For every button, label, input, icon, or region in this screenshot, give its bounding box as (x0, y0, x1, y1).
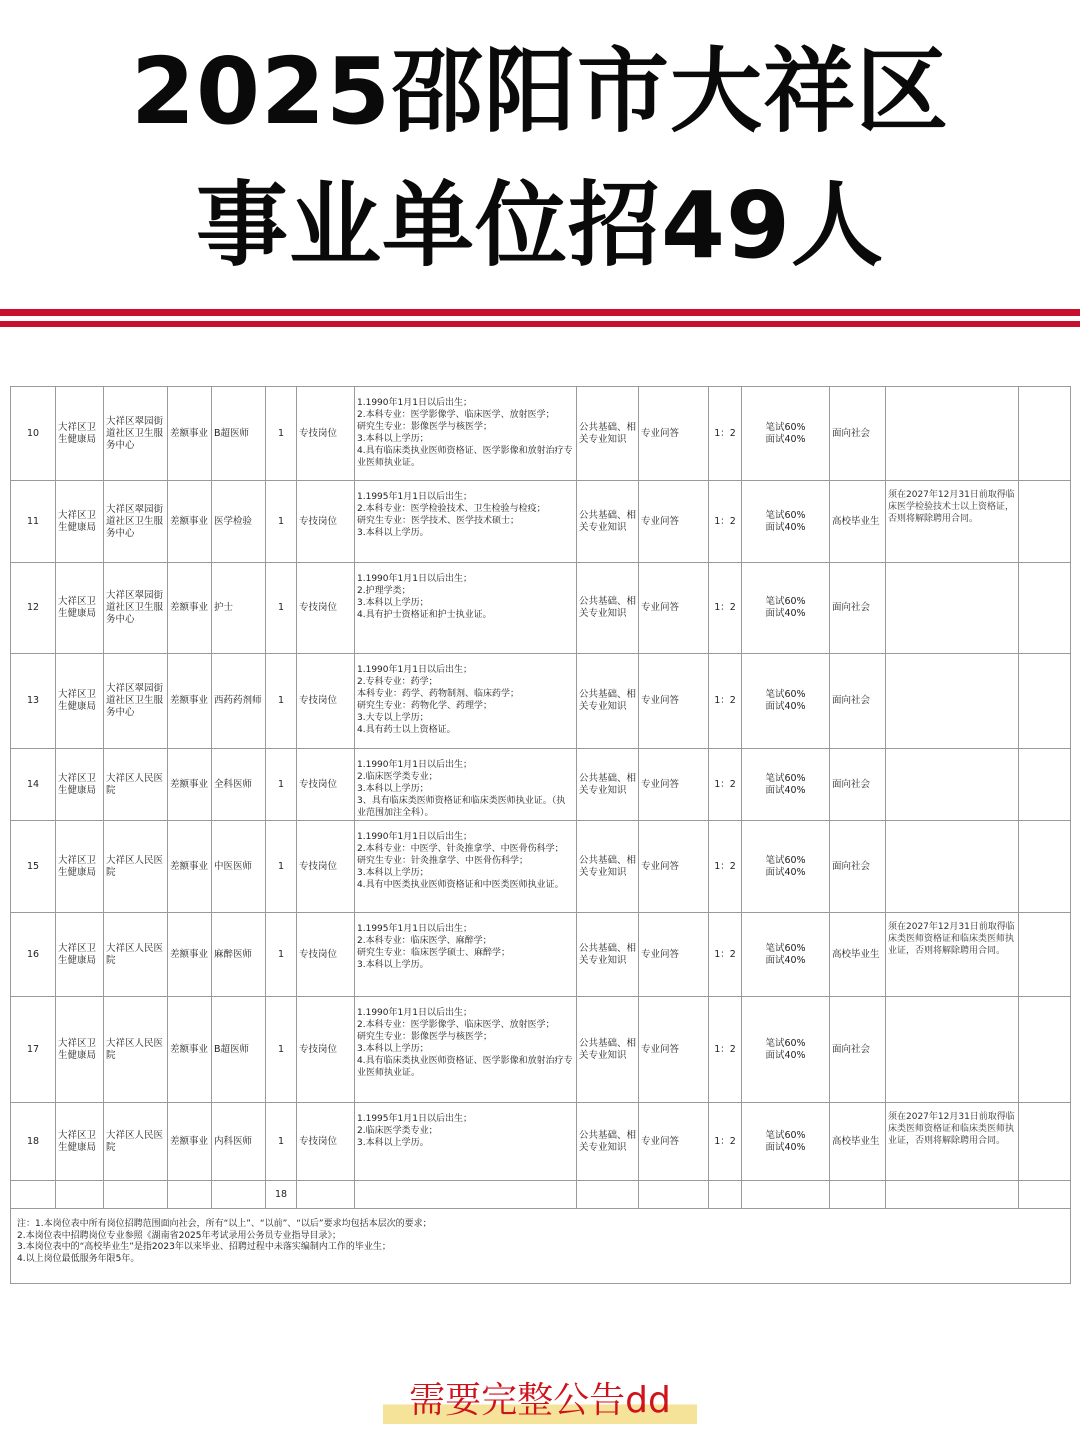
post-name-cell: 内科医师 (212, 1103, 266, 1181)
written-exam-cell: 公共基础、相关专业知识 (577, 481, 639, 563)
target-group-cell: 高校毕业生 (830, 1103, 886, 1181)
empty-cell (742, 1181, 830, 1209)
title-line-1: 2025邵阳市大祥区 (130, 38, 950, 145)
post-category-cell: 专技岗位 (297, 387, 355, 481)
table-row (11, 481, 1071, 563)
remarks-cell (886, 821, 1019, 913)
written-exam-cell: 公共基础、相关专业知识 (577, 654, 639, 749)
empty-cell (11, 1181, 56, 1209)
ratio-cell: 1：2 (709, 1103, 742, 1181)
department-cell: 大祥区卫生健康局 (56, 387, 104, 481)
score-weight-cell: 笔试60% 面试40% (742, 749, 830, 821)
written-exam-cell: 公共基础、相关专业知识 (577, 913, 639, 997)
post-name-cell: 护士 (212, 563, 266, 654)
remarks-cell: 须在2027年12月31日前取得临床医学检验技术士以上资格证，否则将解除聘用合同。 (886, 481, 1019, 563)
interview-cell: 专业问答 (639, 997, 709, 1103)
post-category-cell: 专技岗位 (297, 997, 355, 1103)
empty-cell (168, 1181, 212, 1209)
table-row (11, 387, 1071, 481)
department-cell: 大祥区卫生健康局 (56, 1103, 104, 1181)
interview-cell: 专业问答 (639, 913, 709, 997)
ratio-cell: 1：2 (709, 749, 742, 821)
post-category-cell: 专技岗位 (297, 1103, 355, 1181)
target-group-cell: 面向社会 (830, 997, 886, 1103)
table-row (11, 563, 1071, 654)
requirements-cell: 1.1990年1月1日以后出生； 2.本科专业：医学影像学、临床医学、放射医学； 研究生专业：影像医学与核医学； 3.本科以上学历； 4.具有临床类执业医师资格证、医学影像和放射治疗专业医师执业证。 (355, 387, 577, 481)
unit-type-cell: 差额事业 (168, 387, 212, 481)
interview-cell: 专业问答 (639, 387, 709, 481)
target-group-cell: 面向社会 (830, 749, 886, 821)
post-category-cell: 专技岗位 (297, 481, 355, 563)
empty-cell (1019, 997, 1071, 1103)
remarks-cell (886, 654, 1019, 749)
unit-type-cell: 差额事业 (168, 481, 212, 563)
score-weight-cell: 笔试60% 面试40% (742, 1103, 830, 1181)
remarks-cell (886, 387, 1019, 481)
remarks-cell (886, 749, 1019, 821)
target-group-cell: 面向社会 (830, 654, 886, 749)
unit-type-cell: 差额事业 (168, 1103, 212, 1181)
interview-cell: 专业问答 (639, 821, 709, 913)
unit-type-cell: 差额事业 (168, 913, 212, 997)
score-weight-cell: 笔试60% 面试40% (742, 481, 830, 563)
row-number: 13 (11, 654, 56, 749)
requirements-cell: 1.1990年1月1日以后出生； 2.临床医学类专业； 3.本科以上学历； 3、具有临床类医师资格证和临床类医师执业证。（执业范围加注全科）。 (355, 749, 577, 821)
interview-cell: 专业问答 (639, 563, 709, 654)
table-row (11, 1103, 1071, 1181)
job-table (10, 386, 1071, 1284)
written-exam-cell: 公共基础、相关专业知识 (577, 1103, 639, 1181)
interview-cell: 专业问答 (639, 1103, 709, 1181)
hiring-count-cell: 1 (266, 821, 297, 913)
row-number: 12 (11, 563, 56, 654)
requirements-cell: 1.1990年1月1日以后出生； 2.本科专业：中医学、针灸推拿学、中医骨伤科学； 研究生专业：针灸推拿学、中医骨伤科学； 3.本科以上学历； 4.具有中医类执业医师资格证和中医类医师执业证。 (355, 821, 577, 913)
row-number: 11 (11, 481, 56, 563)
score-weight-cell: 笔试60% 面试40% (742, 654, 830, 749)
post-name-cell: 医学检验 (212, 481, 266, 563)
unit-cell: 大祥区翠园街道社区卫生服务中心 (104, 387, 168, 481)
post-category-cell: 专技岗位 (297, 654, 355, 749)
total-row (11, 1181, 1071, 1209)
written-exam-cell: 公共基础、相关专业知识 (577, 387, 639, 481)
department-cell: 大祥区卫生健康局 (56, 749, 104, 821)
table-row (11, 654, 1071, 749)
department-cell: 大祥区卫生健康局 (56, 997, 104, 1103)
ratio-cell: 1：2 (709, 654, 742, 749)
notes-row (11, 1209, 1071, 1284)
empty-cell (1019, 913, 1071, 997)
row-number: 15 (11, 821, 56, 913)
post-name-cell: 西药药剂师 (212, 654, 266, 749)
post-name-cell: 麻醉医师 (212, 913, 266, 997)
post-name-cell: 中医医师 (212, 821, 266, 913)
job-table-body (11, 387, 1071, 1284)
requirements-cell: 1.1995年1月1日以后出生； 2.临床医学类专业； 3.本科以上学历。 (355, 1103, 577, 1181)
post-category-cell: 专技岗位 (297, 913, 355, 997)
table-row (11, 821, 1071, 913)
target-group-cell: 面向社会 (830, 821, 886, 913)
post-name-cell: 全科医师 (212, 749, 266, 821)
post-category-cell: 专技岗位 (297, 749, 355, 821)
department-cell: 大祥区卫生健康局 (56, 563, 104, 654)
requirements-cell: 1.1990年1月1日以后出生； 2.本科专业：医学影像学、临床医学、放射医学； 研究生专业：影像医学与核医学； 3.本科以上学历； 4.具有临床类执业医师资格证、医学影像和放射治疗专业医师执业证。 (355, 997, 577, 1103)
empty-cell (297, 1181, 355, 1209)
hiring-count-cell: 1 (266, 1103, 297, 1181)
requirements-cell: 1.1995年1月1日以后出生； 2.本科专业：医学检验技术、卫生检验与检疫； 研究生专业：医学技术、医学技术硕士； 3.本科以上学历。 (355, 481, 577, 563)
unit-cell: 大祥区翠园街道社区卫生服务中心 (104, 481, 168, 563)
table-row (11, 913, 1071, 997)
empty-cell (1019, 749, 1071, 821)
unit-type-cell: 差额事业 (168, 749, 212, 821)
ratio-cell: 1：2 (709, 481, 742, 563)
post-category-cell: 专技岗位 (297, 821, 355, 913)
target-group-cell: 面向社会 (830, 563, 886, 654)
row-number: 16 (11, 913, 56, 997)
row-number: 14 (11, 749, 56, 821)
hiring-count-cell: 1 (266, 481, 297, 563)
empty-cell (577, 1181, 639, 1209)
remarks-cell (886, 563, 1019, 654)
empty-cell (355, 1181, 577, 1209)
unit-type-cell: 差额事业 (168, 563, 212, 654)
empty-cell (709, 1181, 742, 1209)
unit-cell: 大祥区人民医院 (104, 1103, 168, 1181)
empty-cell (56, 1181, 104, 1209)
empty-cell (1019, 563, 1071, 654)
table-row (11, 749, 1071, 821)
divider-red-thick (0, 309, 1080, 316)
unit-cell: 大祥区人民医院 (104, 913, 168, 997)
score-weight-cell: 笔试60% 面试40% (742, 997, 830, 1103)
empty-cell (212, 1181, 266, 1209)
unit-type-cell: 差额事业 (168, 821, 212, 913)
department-cell: 大祥区卫生健康局 (56, 654, 104, 749)
row-number: 10 (11, 387, 56, 481)
ratio-cell: 1：2 (709, 387, 742, 481)
hiring-count-cell: 1 (266, 749, 297, 821)
unit-cell: 大祥区人民医院 (104, 997, 168, 1103)
table-notes: 注：1.本岗位表中所有岗位招聘范围面向社会，所有“以上”、“以前”、“以后”要求均包括本层次的要求； 2.本岗位表中招聘岗位专业参照《湖南省2025年考试录用公务员专业指导目录》； 3.本岗位表中的“高校毕业生”是指2023年以来毕业、招聘过程中未落实编制内工作的毕业生； 4.以上岗位最低服务年限5年。 (11, 1209, 1071, 1284)
title-line-2: 事业单位招49人 (195, 172, 885, 279)
interview-cell: 专业问答 (639, 481, 709, 563)
empty-cell (1019, 387, 1071, 481)
empty-cell (886, 1181, 1019, 1209)
hiring-count-cell: 1 (266, 654, 297, 749)
empty-cell (830, 1181, 886, 1209)
ratio-cell: 1：2 (709, 913, 742, 997)
remarks-cell (886, 997, 1019, 1103)
department-cell: 大祥区卫生健康局 (56, 481, 104, 563)
requirements-cell: 1.1990年1月1日以后出生； 2.护理学类； 3.本科以上学历； 4.具有护士资格证和护士执业证。 (355, 563, 577, 654)
written-exam-cell: 公共基础、相关专业知识 (577, 821, 639, 913)
hiring-count-cell: 1 (266, 913, 297, 997)
hiring-count-cell: 1 (266, 997, 297, 1103)
unit-cell: 大祥区人民医院 (104, 821, 168, 913)
requirements-cell: 1.1990年1月1日以后出生； 2.专科专业：药学； 本科专业：药学、药物制剂、临床药学； 研究生专业：药物化学、药理学； 3.大专以上学历； 4.具有药士以上资格证。 (355, 654, 577, 749)
ratio-cell: 1：2 (709, 563, 742, 654)
target-group-cell: 高校毕业生 (830, 481, 886, 563)
interview-cell: 专业问答 (639, 654, 709, 749)
score-weight-cell: 笔试60% 面试40% (742, 387, 830, 481)
score-weight-cell: 笔试60% 面试40% (742, 563, 830, 654)
interview-cell: 专业问答 (639, 749, 709, 821)
empty-cell (1019, 821, 1071, 913)
department-cell: 大祥区卫生健康局 (56, 821, 104, 913)
post-name-cell: B超医师 (212, 997, 266, 1103)
unit-cell: 大祥区人民医院 (104, 749, 168, 821)
unit-cell: 大祥区翠园街道社区卫生服务中心 (104, 654, 168, 749)
ratio-cell: 1：2 (709, 821, 742, 913)
department-cell: 大祥区卫生健康局 (56, 913, 104, 997)
full-announcement-link[interactable]: 需要完整公告dd (383, 1378, 697, 1424)
total-count-cell: 18 (266, 1181, 297, 1209)
ratio-cell: 1：2 (709, 997, 742, 1103)
divider-red-thin (0, 321, 1080, 327)
empty-cell (104, 1181, 168, 1209)
post-category-cell: 专技岗位 (297, 563, 355, 654)
written-exam-cell: 公共基础、相关专业知识 (577, 997, 639, 1103)
hiring-count-cell: 1 (266, 387, 297, 481)
empty-cell (1019, 481, 1071, 563)
table-row (11, 997, 1071, 1103)
unit-type-cell: 差额事业 (168, 654, 212, 749)
job-table-container (10, 386, 1070, 1284)
unit-cell: 大祥区翠园街道社区卫生服务中心 (104, 563, 168, 654)
remarks-cell: 须在2027年12月31日前取得临床类医师资格证和临床类医师执业证，否则将解除聘用合同。 (886, 1103, 1019, 1181)
remarks-cell: 须在2027年12月31日前取得临床类医师资格证和临床类医师执业证，否则将解除聘用合同。 (886, 913, 1019, 997)
unit-type-cell: 差额事业 (168, 997, 212, 1103)
empty-cell (1019, 1181, 1071, 1209)
hiring-count-cell: 1 (266, 563, 297, 654)
empty-cell (1019, 1103, 1071, 1181)
written-exam-cell: 公共基础、相关专业知识 (577, 563, 639, 654)
row-number: 17 (11, 997, 56, 1103)
empty-cell (639, 1181, 709, 1209)
target-group-cell: 高校毕业生 (830, 913, 886, 997)
score-weight-cell: 笔试60% 面试40% (742, 821, 830, 913)
written-exam-cell: 公共基础、相关专业知识 (577, 749, 639, 821)
row-number: 18 (11, 1103, 56, 1181)
empty-cell (1019, 654, 1071, 749)
score-weight-cell: 笔试60% 面试40% (742, 913, 830, 997)
requirements-cell: 1.1995年1月1日以后出生； 2.本科专业：临床医学、麻醉学； 研究生专业：临床医学硕士、麻醉学； 3.本科以上学历。 (355, 913, 577, 997)
post-name-cell: B超医师 (212, 387, 266, 481)
target-group-cell: 面向社会 (830, 387, 886, 481)
